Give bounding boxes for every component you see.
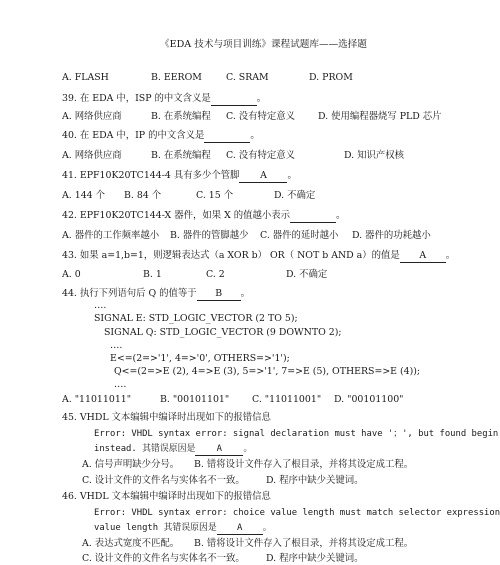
q42-option-b: B. 器件的管脚越少 [170,230,249,241]
q42-stem-text: 42. EPF10K20TC144-X 器件，如果 X 的值越小表示 [62,210,290,221]
q43-option-c: C. 2 [206,269,225,280]
q40-stem-text: 40. 在 EDA 中，IP 的中文含义是 [62,130,205,141]
q41-option-b: B. 84 个 [124,190,162,201]
q41-option-d: D. 不确定 [274,190,316,201]
q41-stem-text: 41. EPF10K20TC144-4 具有多少个管脚 [62,170,240,181]
q41-option-c: C. 15 个 [196,190,234,201]
q39-answer-blank [211,93,257,106]
q44-answer: B [197,288,241,301]
q40-stem [62,130,260,143]
q41-stem [62,170,297,183]
q46-error-line-2 [94,522,272,535]
q44-option-d: D. "00101100" [334,394,404,405]
q44-option-c: C. "11011001" [252,394,322,405]
q43-option-b: B. 1 [143,269,162,280]
q45-error-line-1: Error: VHDL syntax error: signal declaration must have '；', but found begin [94,429,499,439]
q44-code-line-2: SIGNAL E: STD_LOGIC_VECTOR (2 TO 5); [94,313,298,324]
q39-stem-text: 39. 在 EDA 中，ISP 的中文含义是 [62,93,211,104]
q40-option-b: B. 在系统编程 [151,150,211,161]
q46-option-b: B. 错将设计文件存入了根目录，并将其设定成工程。 [194,538,414,549]
q40-option-c: C. 没有特定意义 [226,150,296,161]
q42-option-c: C. 器件的延时越小 [260,230,339,241]
q46-option-c: C. 设计文件的文件名与实体名不一致。 [82,553,245,564]
q38-option-d: D. PROM [309,72,353,83]
q39-option-a: A. 网络供应商 [62,111,122,122]
q39-option-b: B. 在系统编程 [151,111,211,122]
q40-option-a: A. 网络供应商 [62,150,122,161]
q44-code-line-5: E<=(2=>'1', 4=>'0', OTHERS=>'1'); [110,353,290,364]
q45-option-c: C. 设计文件的文件名与实体名不一致。 [82,475,245,486]
q46-error-line-1: Error: VHDL syntax error: choice value length must match selector expression [94,508,500,518]
q45-stem-tail: 。 [243,444,253,454]
q45-option-b: B. 错将设计文件存入了根目录，并将其设定成工程。 [194,459,414,470]
q40-stem-tail: 。 [250,130,260,141]
q42-stem [62,210,345,223]
q45-error-text: instead. 其错误原因是 [94,444,196,454]
q46-option-d: D. 程序中缺少关键词。 [266,553,364,564]
q44-option-a: A. "11011011" [62,394,132,405]
q43-stem-tail: 。 [445,250,456,261]
q45-error-line-2 [94,443,252,456]
q43-option-d: D. 不确定 [286,269,328,280]
q46-stem: 46. VHDL 文本编辑中编译时出现如下的报错信息 [62,491,271,502]
q39-stem-tail: 。 [256,93,267,104]
q46-answer: A [217,522,263,535]
q45-option-a: A. 信号声明缺少分号。 [82,459,180,470]
q39-option-d: D. 使用编程器烧写 PLD 芯片 [318,111,442,122]
q38-option-c: C. SRAM [226,72,269,83]
q42-option-a: A. 器件的工作频率越小 [62,230,160,241]
q45-option-d: D. 程序中缺少关键词。 [266,475,364,486]
q39-option-c: C. 没有特定意义 [226,111,296,122]
q44-code-line-1: …. [94,300,107,311]
q46-option-a: A. 表达式宽度不匹配。 [82,538,180,549]
q42-stem-tail: 。 [335,210,346,221]
q44-code-line-3: SIGNAL Q: STD_LOGIC_VECTOR (9 DOWNTO 2); [104,327,342,338]
q44-stem [62,288,250,301]
q46-stem-tail: 。 [262,523,272,533]
q41-option-a: A. 144 个 [62,190,105,201]
q44-option-b: B. "00101101" [160,394,230,405]
q44-code-line-7: …. [114,379,127,390]
q41-stem-tail: 。 [287,170,297,181]
q43-stem-text: 43. 如果 a=1,b=1，则逻辑表达式（a XOR b） OR（ NOT b AND a）的值是 [62,250,400,261]
q43-stem [62,250,455,263]
q44-code-line-6: Q<=(2=>E (2), 4=>E (3), 5=>'1', 7=>E (5), OTHERS=>E (4)); [114,366,421,377]
q44-stem-text: 44. 执行下列语句后 Q 的值等于 [62,288,197,299]
q38-option-b: B. EEROM [151,72,202,83]
q42-option-d: D. 器件的功耗越小 [352,230,431,241]
q46-error-text: value length 其错误原因是 [94,523,217,533]
q40-answer-blank [204,130,250,143]
q39-stem [62,93,266,106]
q40-option-d: D. 知识产权核 [344,150,405,161]
q42-answer-blank [290,210,336,223]
q44-code-line-4: …. [110,340,123,351]
page-title: 《EDA 技术与项目训练》课程试题库——选择题 [160,39,367,50]
q38-option-a: A. FLASH [62,72,109,83]
q45-stem: 45. VHDL 文本编辑中编译时出现如下的报错信息 [62,412,271,423]
q45-answer: A [195,443,243,456]
q43-answer: A [400,250,446,263]
q44-stem-tail: 。 [240,288,251,299]
q41-answer: A [239,170,287,183]
q43-option-a: A. 0 [62,269,81,280]
